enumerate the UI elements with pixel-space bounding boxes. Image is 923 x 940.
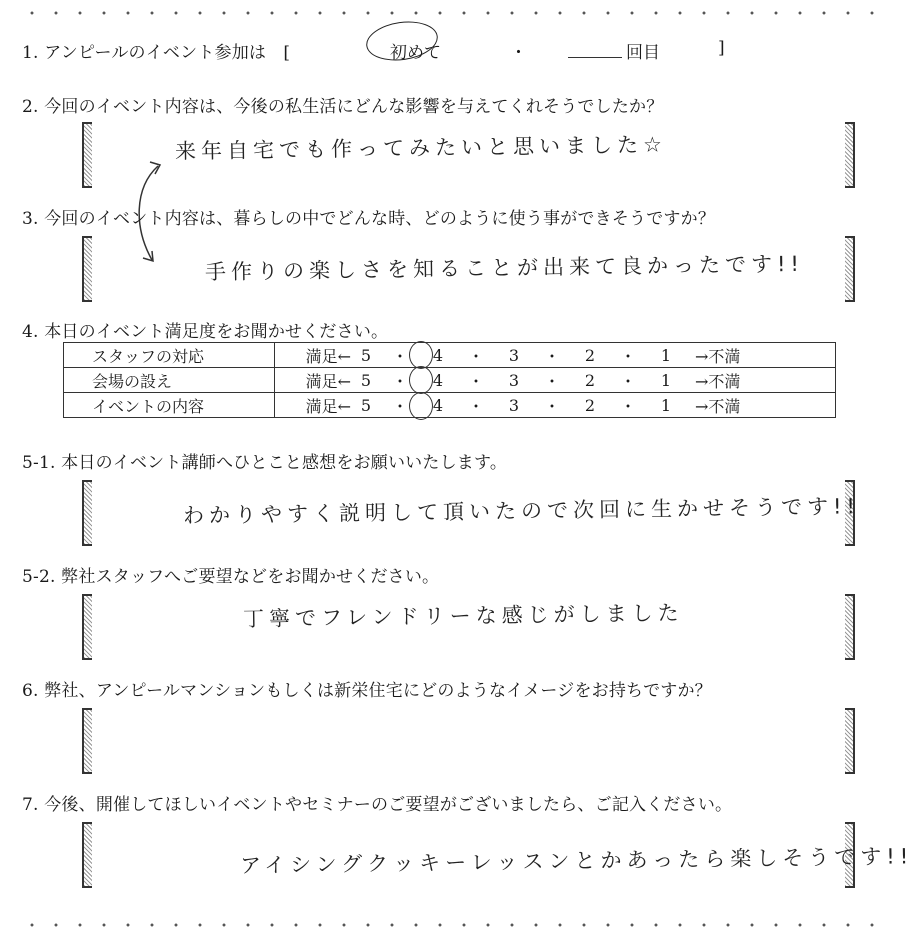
option-separator: ・ [510,43,527,63]
bottom-dotted-divider [20,922,880,928]
answer-5-1-left-bracket [82,480,92,546]
rating-scale-content: 満足← 5 ・ 4 ・ 3 ・ 2 ・ 1 →不満 [275,393,836,418]
answer-2-left-bracket [82,122,92,188]
satisfaction-table [63,342,836,418]
answer-3-right-bracket [845,236,855,302]
question-2 [22,92,663,117]
table-row [64,368,836,393]
top-dotted-divider [20,10,880,16]
row-label-staff: スタッフの対応 [64,343,275,368]
times-suffix: 回目 [626,43,660,63]
question-7-text: 7. 今後、開催してほしいイベントやセミナーのご要望がございましたら、ご記入ください。 [22,795,733,815]
answer-2-right-bracket [845,122,855,188]
answer-3-left-bracket [82,236,92,302]
question-3 [22,204,715,229]
question-1-text: 1. アンピールのイベント参加は [ [22,43,291,63]
answer-6-right-bracket [845,708,855,774]
answer-5-1-handwriting: わかりやすく説明して頂いたので次回に生かせそうです!! [182,494,860,528]
question-5-1-text: 5-1. 本日のイベント講師へひとこと感想をお願いいたします。 [22,453,508,473]
row-label-venue: 会場の設え [64,368,275,393]
question-6-text: 6. 弊社、アンピールマンションもしくは新栄住宅にどのようなイメージをお持ちですか？ [22,681,712,701]
question-6 [22,676,712,701]
answer-7-handwriting: アイシングクッキーレッスンとかあったら楽しそうです!! [239,844,914,878]
question-1 [22,38,290,63]
option-first-time: 初めて [390,43,441,63]
rating-scale-venue: 満足← 5 ・ 4 ・ 3 ・ 2 ・ 1 →不満 [275,368,836,393]
question-5-1 [22,448,507,473]
answer-2-handwriting: 来年自宅でも作ってみたいと思いました☆ [174,132,667,164]
answer-5-2-handwriting: 丁寧でフレンドリーな感じがしました [242,600,684,632]
question-5-2-text: 5-2. 弊社スタッフへご要望などをお聞かせください。 [22,567,440,587]
question-3-text: 3. 今回のイベント内容は、暮らしの中でどんな時、どのように使う事ができそうですか？ [22,209,716,229]
rating-selected-circle-staff [409,341,433,369]
table-row [64,393,836,418]
question-1-close-bracket: ] [718,38,725,58]
times-blank [568,57,622,58]
rating-scale-staff: 満足← 5 ・ 4 ・ 3 ・ 2 ・ 1 →不満 [275,343,836,368]
question-4-text: 4. 本日のイベント満足度をお聞かせください。 [22,322,389,342]
question-5-2 [22,562,439,587]
question-7 [22,790,732,815]
answer-6-left-bracket [82,708,92,774]
table-row [64,343,836,368]
answer-5-2-right-bracket [845,594,855,660]
answer-7-left-bracket [82,822,92,888]
rating-selected-circle-venue [409,366,433,394]
rating-selected-circle-content [409,392,433,420]
question-2-text: 2. 今回のイベント内容は、今後の私生活にどんな影響を与えてくれそうでしたか？ [22,97,664,117]
row-label-content: イベントの内容 [64,393,275,418]
answer-5-2-left-bracket [82,594,92,660]
answer-3-handwriting: 手作りの楽しさを知ることが出来て良かったです!! [204,251,804,285]
question-4 [22,317,388,342]
